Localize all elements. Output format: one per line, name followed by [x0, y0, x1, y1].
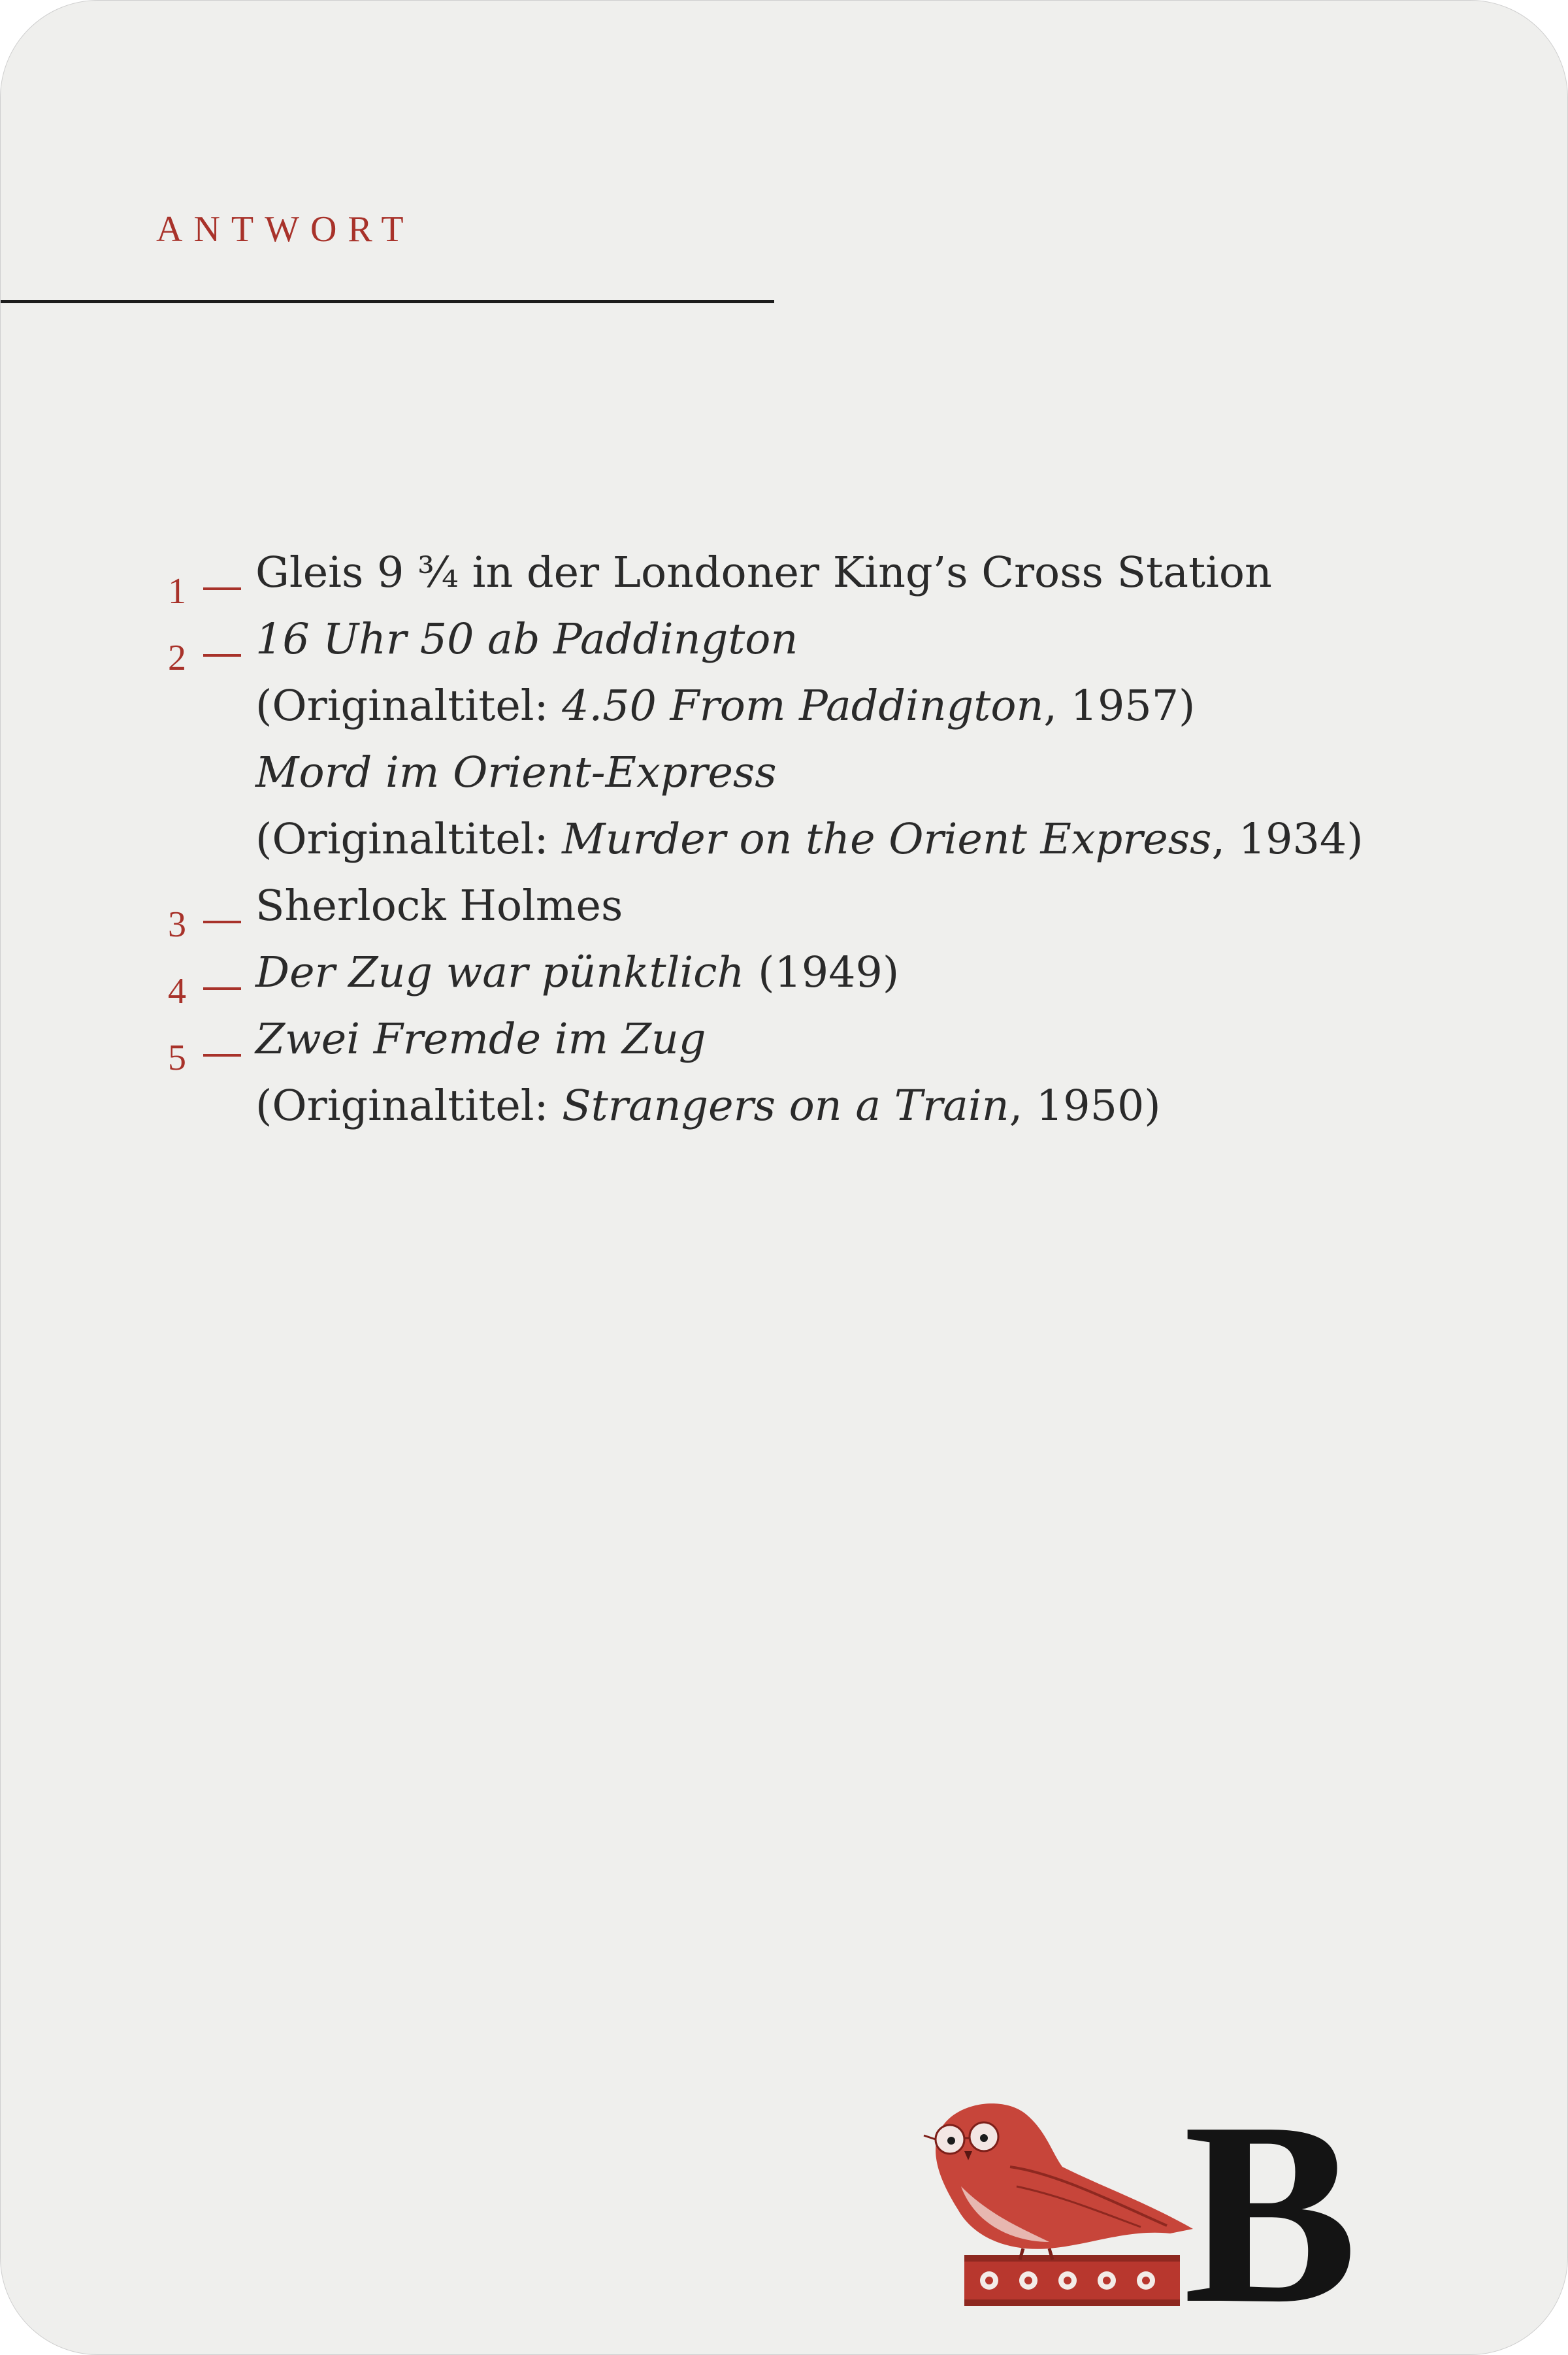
publisher-logo: [912, 2088, 1382, 2311]
answer-list: [1, 548, 1438, 1148]
title-text: Strangers on a Train: [562, 1081, 1009, 1130]
title-text: Der Zug war pünktlich: [255, 948, 745, 997]
owl-with-glasses-icon: [924, 2103, 1193, 2260]
plain-text: Gleis 9 ¾ in der Londoner King’s Cross Station: [255, 548, 1272, 597]
answer-line: [1, 1015, 1438, 1081]
answer-text: [255, 815, 1364, 864]
header-divider: [1, 300, 774, 303]
plain-text: (Originaltitel:: [255, 815, 563, 864]
title-text: 4.50 From Paddington: [562, 682, 1044, 731]
plain-text: (Originaltitel:: [255, 1081, 563, 1130]
books-icon: [964, 2255, 1180, 2306]
title-text: 16 Uhr 50 ab Paddington: [255, 615, 798, 664]
answer-line: [1, 815, 1438, 881]
answer-dash: [203, 654, 241, 657]
plain-text: (Originaltitel:: [255, 682, 563, 731]
plain-text: , 1934): [1211, 815, 1364, 864]
answer-number: 1: [168, 571, 186, 612]
answer-line: [1, 682, 1438, 748]
answer-text: [255, 682, 1195, 731]
title-text: Murder on the Orient Express: [562, 815, 1212, 864]
answer-line: [1, 948, 1438, 1015]
answer-text: [255, 748, 777, 797]
answer-line: [1, 615, 1438, 682]
answer-text: [255, 881, 623, 930]
answer-line: [1, 548, 1438, 615]
plain-text: , 1950): [1009, 1081, 1161, 1130]
answer-dash: [203, 1054, 241, 1057]
plain-text: (1949): [744, 948, 900, 997]
answer-dash: [203, 921, 241, 923]
answer-line: [1, 748, 1438, 815]
logo-letter: B: [1183, 2088, 1358, 2311]
answer-text: [255, 1081, 1161, 1130]
answer-number: 3: [168, 904, 186, 945]
section-heading: ANTWORT: [156, 209, 415, 250]
answer-text: [255, 1015, 706, 1064]
answer-dash: [203, 587, 241, 590]
answer-line: [1, 881, 1438, 948]
plain-text: , 1957): [1043, 682, 1196, 731]
answer-text: [255, 615, 798, 664]
answer-line: [1, 1081, 1438, 1148]
title-text: Mord im Orient-Express: [255, 748, 777, 797]
plain-text: Sherlock Holmes: [255, 881, 623, 930]
answer-text: [255, 948, 899, 997]
answer-dash: [203, 987, 241, 990]
answer-number: 5: [168, 1038, 186, 1078]
answer-text: [255, 548, 1272, 597]
answer-number: 2: [168, 638, 186, 678]
title-text: Zwei Fremde im Zug: [255, 1015, 706, 1064]
answer-number: 4: [168, 971, 186, 1012]
